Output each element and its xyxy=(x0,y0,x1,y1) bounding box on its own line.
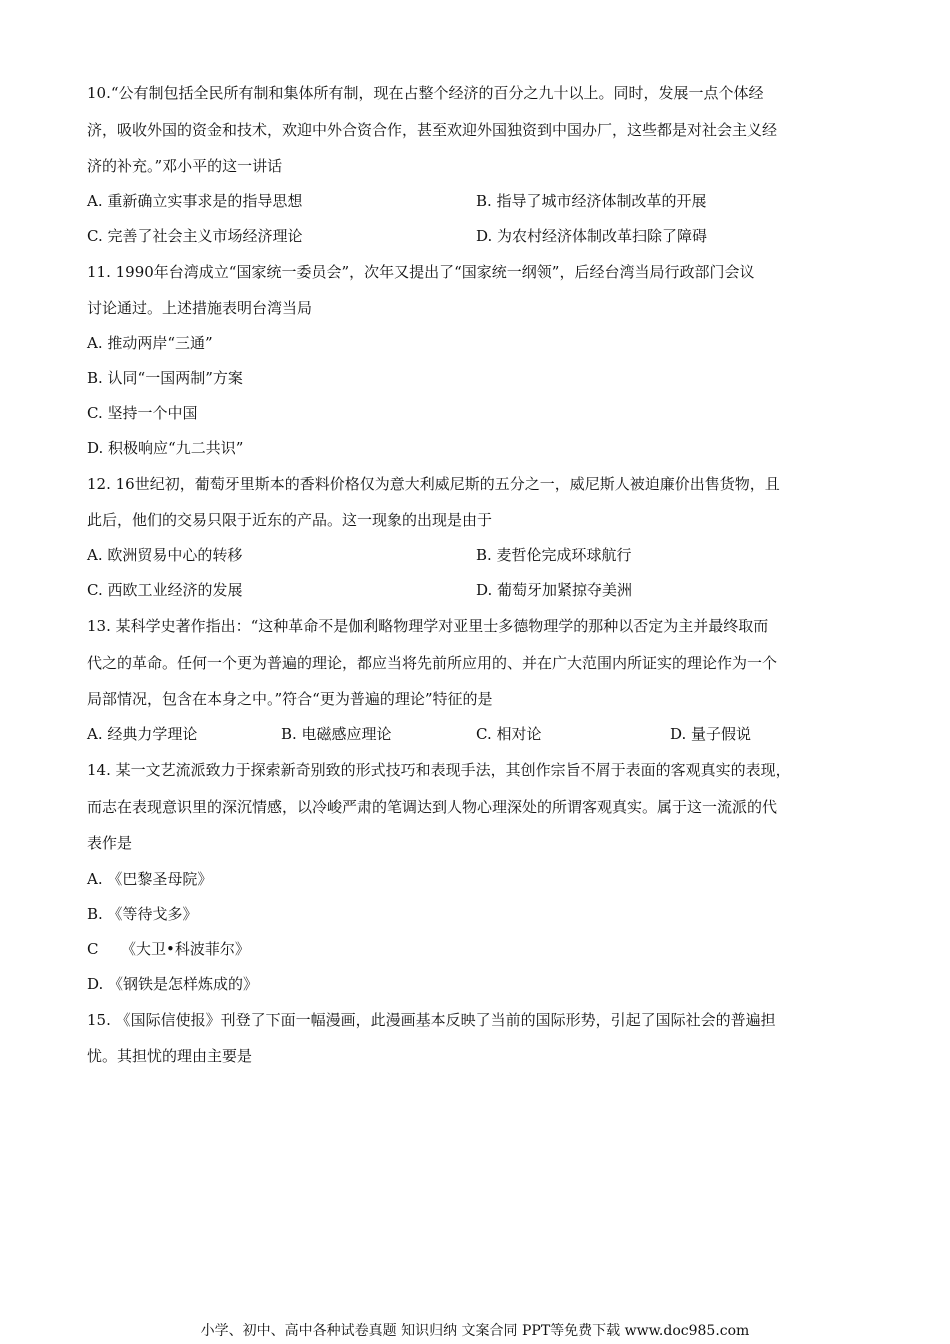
q11-stem-line-2: 讨论通过。上述措施表明台湾当局 xyxy=(87,299,313,317)
q10-option-b: B. 指导了城市经济体制改革的开展 xyxy=(476,192,707,210)
q14-stem-line-3: 表作是 xyxy=(87,834,133,852)
q11-option-d: D. 积极响应“九二共识” xyxy=(87,439,244,457)
q13-option-c: C. 相对论 xyxy=(476,725,542,743)
q12-stem-line-2: 此后，他们的交易只限于近东的产品。这一现象的出现是由于 xyxy=(87,511,493,529)
q14-option-c: C 《大卫•科波菲尔》 xyxy=(87,940,250,958)
q10-stem-line-2: 济，吸收外国的资金和技术，欢迎中外合资合作，甚至欢迎外国独资到中国办厂，这些都是对社会主义经 xyxy=(87,121,778,139)
q10-stem-line-3: 济的补充。”邓小平的这一讲话 xyxy=(87,157,283,175)
q10-stem-line-1: 10.“公有制包括全民所有制和集体所有制，现在占整个经济的百分之九十以上。同时，发展一点个体经 xyxy=(87,84,764,102)
q11-option-b: B. 认同“一国两制”方案 xyxy=(87,369,243,387)
q15-stem-line-1: 15. 《国际信使报》刊登了下面一幅漫画，此漫画基本反映了当前的国际形势，引起了国际社会的普遍担 xyxy=(87,1011,776,1029)
q15-stem-line-2: 忧。其担忧的理由主要是 xyxy=(87,1047,253,1065)
q12-option-a: A. 欧洲贸易中心的转移 xyxy=(87,546,243,564)
q11-stem-line-1: 11. 1990年台湾成立“国家统一委员会”，次年又提出了“国家统一纲领”，后经台湾当局行政部门会议 xyxy=(87,263,755,281)
q13-stem-line-2: 代之的革命。任何一个更为普遍的理论，都应当将先前所应用的、并在广大范围内所证实的理论作为一个 xyxy=(87,654,778,672)
q10-option-c: C. 完善了社会主义市场经济理论 xyxy=(87,227,303,245)
q14-option-b: B. 《等待戈多》 xyxy=(87,905,198,923)
q10-option-a: A. 重新确立实事求是的指导思想 xyxy=(87,192,303,210)
q12-stem-line-1: 12. 16世纪初，葡萄牙里斯本的香料价格仅为意大利威尼斯的五分之一，威尼斯人被迫廉价出售货物，且 xyxy=(87,475,780,493)
q13-option-d: D. 量子假说 xyxy=(670,725,752,743)
q13-stem-line-1: 13. 某科学史著作指出：“这种革命不是伽利略物理学对亚里士多德物理学的那种以否定为主并最终取而 xyxy=(87,617,769,635)
q13-option-b: B. 电磁感应理论 xyxy=(281,725,392,743)
q14-option-a: A. 《巴黎圣母院》 xyxy=(87,870,213,888)
q13-option-a: A. 经典力学理论 xyxy=(87,725,198,743)
q12-option-c: C. 西欧工业经济的发展 xyxy=(87,581,243,599)
q12-option-b: B. 麦哲伦完成环球航行 xyxy=(476,546,632,564)
q14-stem-line-2: 而志在表现意识里的深沉情感，以冷峻严肃的笔调达到人物心理深处的所谓客观真实。属于这一流派的代 xyxy=(87,798,778,816)
q11-option-c: C. 坚持一个中国 xyxy=(87,404,198,422)
q13-stem-line-3: 局部情况，包含在本身之中。”符合“更为普遍的理论”特征的是 xyxy=(87,690,493,708)
q12-option-d: D. 葡萄牙加紧掠夺美洲 xyxy=(476,581,633,599)
q14-option-d: D. 《钢铁是怎样炼成的》 xyxy=(87,975,259,993)
q10-option-d: D. 为农村经济体制改革扫除了障碍 xyxy=(476,227,708,245)
q14-stem-line-1: 14. 某一文艺流派致力于探索新奇别致的形式技巧和表现手法，其创作宗旨不屑于表面的客观真实的表现， xyxy=(87,761,791,779)
page-footer: 小学、初中、高中各种试卷真题 知识归纳 文案合同 PPT等免费下载 www.doc985.com xyxy=(200,1323,750,1339)
q11-option-a: A. 推动两岸“三通” xyxy=(87,334,213,352)
